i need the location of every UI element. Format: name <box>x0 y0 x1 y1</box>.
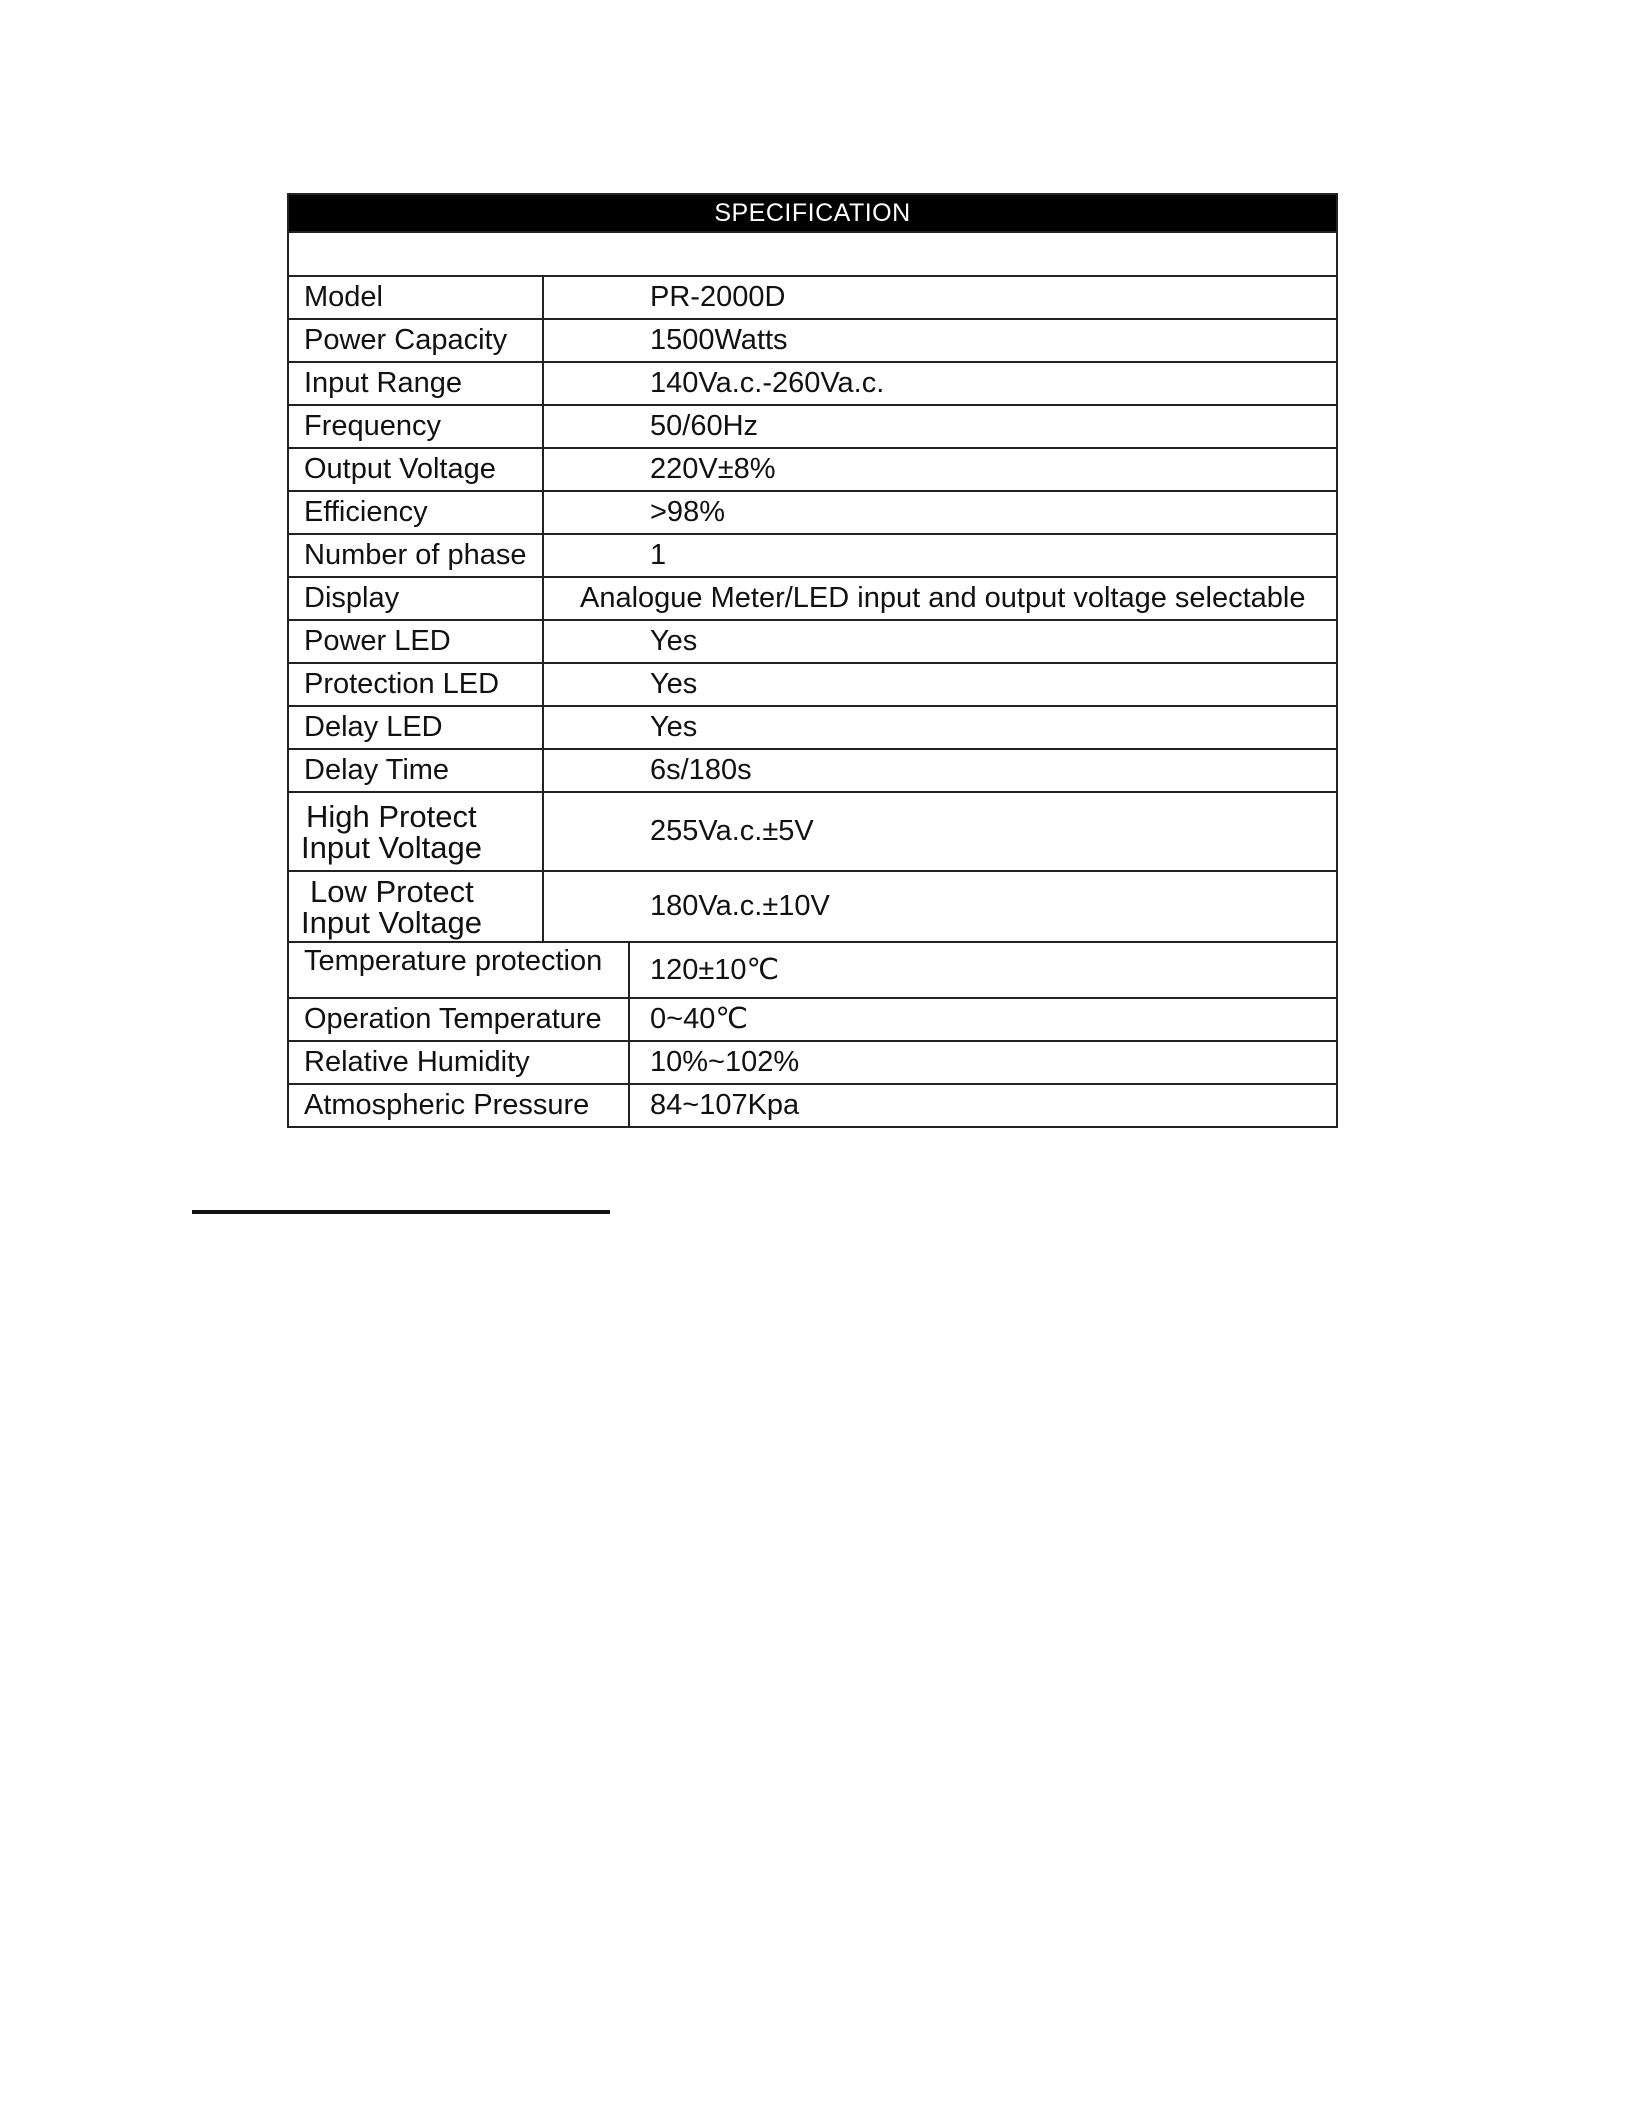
spec-label: Efficiency <box>288 491 543 534</box>
spec-label-line2: Input Voltage <box>301 829 482 865</box>
spec-value: >98% <box>543 491 1337 534</box>
spec-value: Yes <box>543 706 1337 749</box>
spec-row-efficiency <box>288 491 1337 534</box>
spec-label-line2: Input Voltage <box>301 904 482 940</box>
spec-label: Operation Temperature <box>288 998 629 1041</box>
spec-label: Delay Time <box>288 749 543 792</box>
spec-row-number-of-phase <box>288 534 1337 577</box>
spec-row-model <box>288 276 1337 319</box>
spec-value: 1500Watts <box>543 319 1337 362</box>
spec-row-high-protect-input-voltage <box>288 792 1337 871</box>
spec-label <box>288 871 543 942</box>
spec-row-operation-temperature <box>288 998 1337 1041</box>
spec-value: 1 <box>543 534 1337 577</box>
spec-value: Analogue Meter/LED input and output voltage selectable <box>543 577 1337 620</box>
spec-value: 120±10℃ <box>629 942 1337 998</box>
spec-row-display <box>288 577 1337 620</box>
spec-label: Model <box>288 276 543 319</box>
spec-value: Yes <box>543 663 1337 706</box>
spec-label: Power LED <box>288 620 543 663</box>
spec-label: Frequency <box>288 405 543 448</box>
spec-value: 0~40℃ <box>629 998 1337 1041</box>
specification-table <box>287 193 1338 1128</box>
spec-label: Temperature protection <box>288 942 629 998</box>
spec-row-protection-led <box>288 663 1337 706</box>
spec-row-delay-time <box>288 749 1337 792</box>
spec-label: Protection LED <box>288 663 543 706</box>
spec-label: Display <box>288 577 543 620</box>
spec-label: Delay LED <box>288 706 543 749</box>
spec-label: Input Range <box>288 362 543 405</box>
spec-row-relative-humidity <box>288 1041 1337 1084</box>
spec-value: 50/60Hz <box>543 405 1337 448</box>
spec-value: 6s/180s <box>543 749 1337 792</box>
spec-value: 220V±8% <box>543 448 1337 491</box>
spec-row-power-led <box>288 620 1337 663</box>
spec-value: PR-2000D <box>543 276 1337 319</box>
spec-label: Relative Humidity <box>288 1041 629 1084</box>
spec-label: Output Voltage <box>288 448 543 491</box>
spec-value: 180Va.c.±10V <box>543 871 1337 942</box>
spec-row-power-capacity <box>288 319 1337 362</box>
spec-label <box>288 792 543 871</box>
spec-label-line1: Low Protect <box>310 873 474 909</box>
horizontal-rule <box>192 1210 610 1214</box>
blank-row <box>288 232 1337 276</box>
spec-row-low-protect-input-voltage <box>288 871 1337 942</box>
spec-row-delay-led <box>288 706 1337 749</box>
spec-row-temperature-protection <box>288 942 1337 998</box>
spec-row-input-range <box>288 362 1337 405</box>
spec-value: 140Va.c.-260Va.c. <box>543 362 1337 405</box>
spec-value: 84~107Kpa <box>629 1084 1337 1127</box>
spec-row-output-voltage <box>288 448 1337 491</box>
spec-value: 10%~102% <box>629 1041 1337 1084</box>
specification-title: SPECIFICATION <box>288 194 1337 232</box>
spec-value: 255Va.c.±5V <box>543 792 1337 871</box>
spec-row-frequency <box>288 405 1337 448</box>
spec-label-line1: High Protect <box>306 798 477 834</box>
spec-label: Atmospheric Pressure <box>288 1084 629 1127</box>
spec-label: Number of phase <box>288 534 543 577</box>
spec-label: Power Capacity <box>288 319 543 362</box>
spec-row-atmospheric-pressure <box>288 1084 1337 1127</box>
spec-value: Yes <box>543 620 1337 663</box>
